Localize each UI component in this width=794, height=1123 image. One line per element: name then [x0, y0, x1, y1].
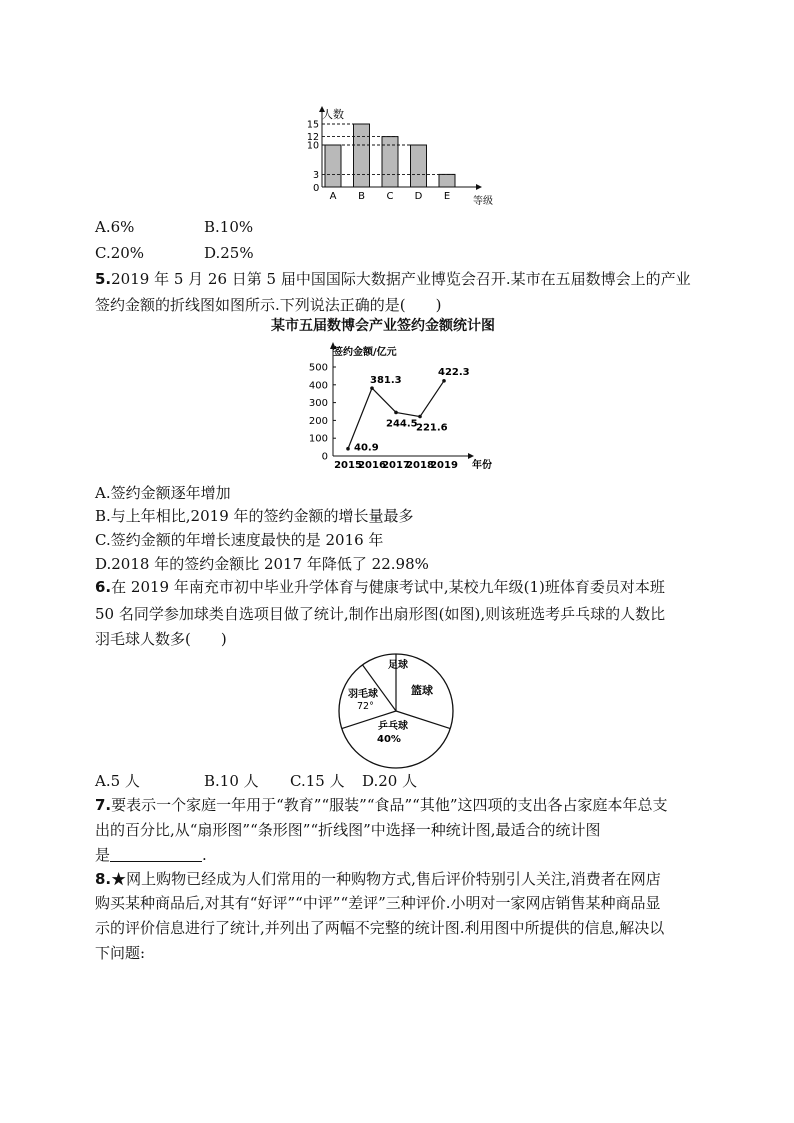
q8-line2: 购买某种商品后,对其有“好评”“中评”“差评”三种评价.小明对一家网店销售某种商品显	[95, 894, 661, 912]
line-chart	[300, 340, 500, 476]
q4-option-b: B.10%	[204, 218, 254, 236]
line-chart-ytick-label: 0	[321, 451, 328, 463]
q8-line1: 8.★网上购物已经成为人们常用的一种购物方式,售后评价特别引人关注,消费者在网店	[95, 870, 661, 888]
line-chart-ylabel: 签约金额/亿元	[333, 347, 397, 358]
bar-chart-ytick-label: 10	[306, 140, 319, 152]
q7-line2: 出的百分比,从“扇形图”“条形图”“折线图”中选择一种统计图,最适合的统计图	[95, 821, 601, 839]
q8-number: 8.	[95, 870, 112, 888]
pie-label-basketball: 篮球	[411, 684, 433, 697]
line-chart-point	[346, 447, 350, 451]
line-chart-ytick-label: 100	[308, 433, 328, 445]
q4-option-c: C.20%	[95, 244, 145, 262]
bar-chart-bar	[411, 145, 427, 187]
line-chart-xtick-label: 2019	[430, 460, 458, 471]
line-chart-ytick-label: 200	[308, 415, 328, 427]
line-chart-point	[394, 411, 398, 415]
q5-number: 5.	[95, 270, 112, 288]
q5-option-d: D.2018 年的签约金额比 2017 年降低了 22.98%	[95, 555, 429, 573]
bar-chart-origin-label: 0	[313, 183, 320, 194]
line-chart-value-label: 221.6	[416, 422, 448, 434]
line-chart-value-label: 422.3	[438, 366, 470, 378]
q6-line2: 50 名同学参加球类自选项目做了统计,制作出扇形图(如图),则该班选考乒乓球的人数比	[95, 605, 666, 623]
bar-chart-bar	[354, 124, 370, 187]
q6-option-a: A.5 人	[95, 772, 140, 790]
line-chart-x-arrow	[468, 453, 474, 459]
q5-line2: 签约金额的折线图如图所示.下列说法正确的是( )	[95, 296, 442, 314]
line-chart-ytick-label: 400	[308, 380, 328, 392]
bar-chart	[300, 100, 500, 208]
bar-chart-xtick-label: B	[358, 191, 365, 202]
q4-option-d: D.25%	[204, 244, 254, 262]
q7-line1: 7.要表示一个家庭一年用于“教育”“服装”“食品”“其他”这四项的支出各占家庭本年总支	[95, 796, 668, 814]
pie-label-pingpong: 乒乓球	[378, 721, 408, 732]
q6-option-d: D.20 人	[362, 772, 418, 790]
q6-line1: 6.在 2019 年南充市初中毕业升学体育与健康考试中,某校九年级(1)班体育委员对本班	[95, 578, 665, 596]
bar-chart-ytick-label: 15	[306, 119, 319, 131]
q5-option-c: C.签约金额的年增长速度最快的是 2016 年	[95, 531, 384, 549]
q6-line3: 羽毛球人数多( )	[95, 630, 227, 648]
bar-chart-xtick-label: A	[329, 191, 337, 202]
bar-chart-ytick-label: 3	[312, 169, 319, 181]
bar-chart-ylabel: 人数	[322, 108, 344, 121]
q6-number: 6.	[95, 578, 112, 596]
q8-line4: 下问题:	[95, 944, 146, 962]
pie-label-football: 足球	[388, 660, 408, 671]
q7-line3: 是 .	[95, 846, 207, 864]
pie-label-badminton: 羽毛球	[348, 689, 378, 700]
bar-chart-bar	[382, 137, 398, 187]
line-chart-series-line	[348, 381, 444, 449]
line-chart-value-label: 40.9	[354, 442, 379, 454]
bar-chart-bar	[439, 174, 455, 187]
line-chart-xtick-label: 2015	[334, 460, 362, 471]
line-chart-point	[370, 386, 374, 390]
line-chart-xtick-label: 2017	[382, 460, 410, 471]
bar-chart-ytick-label: 12	[306, 132, 319, 144]
q5-line1: 5.2019 年 5 月 26 日第 5 届中国国际大数据产业博览会召开.某市在五届数博会上的产业	[95, 270, 691, 288]
bar-chart-x-arrow	[476, 184, 482, 190]
line-chart-point	[418, 415, 422, 419]
line-chart-point	[442, 379, 446, 383]
line-chart-xtick-label: 2018	[406, 460, 434, 471]
q6-option-b: B.10 人	[204, 772, 259, 790]
bar-chart-bar	[325, 145, 341, 187]
line-chart-value-label: 244.5	[386, 418, 418, 430]
q5-chart-title: 某市五届数博会产业签约金额统计图	[271, 318, 495, 334]
pie-chart	[335, 650, 457, 772]
q6-option-c: C.15 人	[290, 772, 345, 790]
bar-chart-xtick-label: C	[386, 191, 394, 202]
bar-chart-xtick-label: D	[414, 191, 423, 202]
q8-line3: 示的评价信息进行了统计,并列出了两幅不完整的统计图.利用图中所提供的信息,解决以	[95, 919, 665, 937]
line-chart-value-label: 381.3	[370, 375, 402, 387]
q4-option-a: A.6%	[95, 218, 135, 236]
pie-label-pingpong-pct: 40%	[377, 734, 401, 745]
pie-label-badminton-angle: 72°	[357, 701, 374, 712]
q7-number: 7.	[95, 796, 112, 814]
bar-chart-xlabel: 等级	[473, 196, 493, 207]
line-chart-ytick-label: 300	[308, 398, 328, 410]
bar-chart-xtick-label: E	[443, 191, 451, 202]
q5-option-a: A.签约金额逐年增加	[95, 484, 231, 502]
q7-answer-blank[interactable]	[110, 847, 202, 862]
line-chart-xlabel: 年份	[472, 460, 492, 471]
q5-option-b: B.与上年相比,2019 年的签约金额的增长量最多	[95, 507, 414, 525]
line-chart-ytick-label: 500	[308, 362, 328, 374]
line-chart-xtick-label: 2016	[358, 460, 386, 471]
star-icon: ★	[111, 870, 127, 888]
